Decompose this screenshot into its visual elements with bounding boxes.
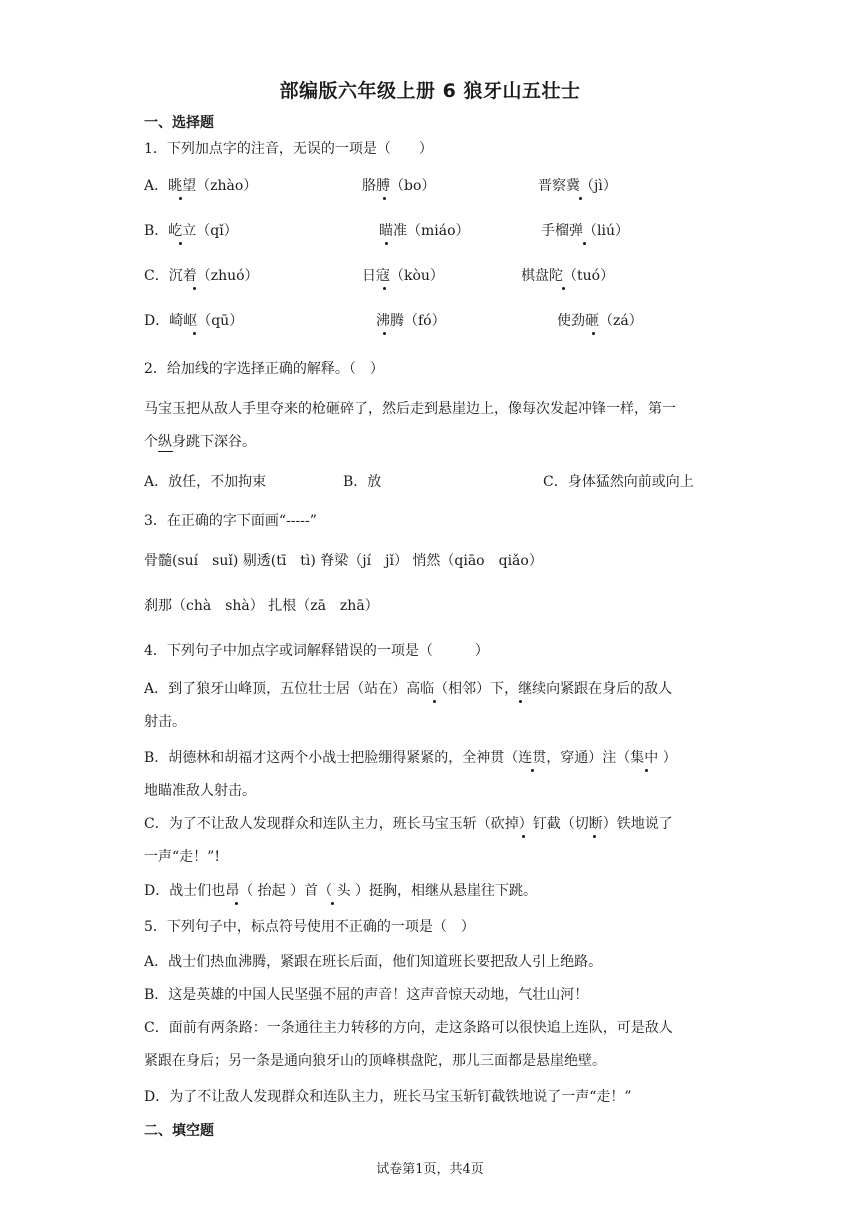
question-4-line-2: 射击。	[144, 714, 186, 730]
question-4-line-7: D．战士们也昂（ 抬起 ）首（ 头 ）挺胸，相继从悬崖往下跳。	[144, 883, 538, 899]
q1-option-d-word-3: 使劲砸（zá）	[557, 313, 643, 329]
question-5-stem: 5．下列句子中，标点符号使用不正确的一项是（ ）	[144, 919, 475, 935]
page-footer: 试卷第1页，共4页	[376, 1162, 484, 1177]
question-4-line-4: 地瞄准敌人射击。	[144, 783, 256, 799]
question-5-option-d: D．为了不让敌人发现群众和连队主力，班长马宝玉斩钉截铁地说了一声“走！”	[144, 1089, 632, 1105]
question-2-passage-line-1: 马宝玉把从敌人手里夺来的枪砸碎了，然后走到悬崖边上，像每次发起冲锋一样，第一	[144, 401, 676, 417]
question-1-stem: 1．下列加点字的注音，无误的一项是（ ）	[144, 141, 433, 157]
q2-option-a: A．放任，不加拘束	[144, 474, 267, 490]
question-4-line-5: C．为了不让敌人发现群众和连队主力，班长马宝玉斩（砍掉）钉截（切断）铁地说了	[144, 816, 673, 832]
emphasis-dot	[645, 769, 648, 772]
section-heading-choice: 一、选择题	[144, 115, 214, 131]
emphasis-dot	[179, 197, 182, 200]
emphasis-dot	[562, 287, 565, 290]
emphasis-dot	[383, 287, 386, 290]
question-5-option-b: B．这是英雄的中国人民坚强不屈的声音！这声音惊天动地，气壮山河！	[144, 987, 589, 1003]
question-5-option-a: A．战士们热血沸腾，紧跟在班长后面，他们知道班长要把敌人引上绝路。	[144, 954, 603, 970]
emphasis-dot	[531, 769, 534, 772]
emphasis-dot	[433, 700, 436, 703]
question-4-line-1: A．到了狼牙山峰顶，五位壮士居（站在）高临（相邻）下，继续向紧跟在身后的敌人	[144, 681, 673, 697]
q1-option-a-word-1: A．眺望（zhào）	[144, 178, 258, 194]
q1-option-b-word-2: 瞄准（miáo）	[379, 223, 470, 239]
q1-option-c-word-1: C．沉着（zhuó）	[144, 268, 259, 284]
q2-option-b: B．放	[343, 474, 382, 490]
emphasis-dot	[583, 242, 586, 245]
page-title: 部编版六年级上册 6 狼牙山五壮士	[279, 80, 581, 102]
emphasis-dot	[593, 835, 596, 838]
q1-option-b-word-1: B．屹立（qǐ）	[144, 223, 238, 239]
q1-option-c-word-2: 日寇（kòu）	[362, 268, 444, 284]
question-3-line-2: 刹那（chà shà） 扎根（zā zhā）	[144, 598, 379, 614]
emphasis-dot	[331, 902, 334, 905]
emphasis-dot	[193, 287, 196, 290]
question-5-option-c-line-2: 紧跟在身后；另一条是通向狼牙山的顶峰棋盘陀，那儿三面都是悬崖绝壁。	[144, 1053, 606, 1069]
emphasis-dot	[235, 902, 238, 905]
question-2-passage-line-2: 个纵身跳下深谷。	[144, 434, 256, 450]
question-3-stem: 3．在正确的字下面画“-----”	[144, 513, 317, 529]
question-4-line-6: 一声“走！”!	[144, 849, 220, 865]
emphasis-dot	[522, 835, 525, 838]
question-2-stem: 2．给加线的字选择正确的解释。（ ）	[144, 361, 384, 377]
underline-mark	[158, 451, 173, 452]
q1-option-d-word-1: D．崎岖（qū）	[144, 313, 244, 329]
emphasis-dot	[179, 242, 182, 245]
question-5-option-c-line-1: C．面前有两条路：一条通往主力转移的方向，走这条路可以很快追上连队，可是敌人	[144, 1020, 673, 1036]
emphasis-dot	[383, 332, 386, 335]
q1-option-a-word-3: 晋察冀（jì）	[538, 178, 617, 194]
q2-option-c: C．身体猛然向前或向上	[543, 474, 694, 490]
q1-option-a-word-2: 胳膊（bo）	[362, 178, 436, 194]
emphasis-dot	[579, 197, 582, 200]
q1-option-d-word-2: 沸腾（fó）	[376, 313, 446, 329]
emphasis-dot	[385, 242, 388, 245]
q1-option-b-word-3: 手榴弹（liú）	[541, 223, 629, 239]
q1-option-c-word-3: 棋盘陀（tuó）	[521, 268, 615, 284]
emphasis-dot	[193, 332, 196, 335]
question-3-line-1: 骨髓(suí suǐ) 剔透(tī tì) 脊梁（jí jǐ） 悄然（qiāo qiǎo）	[144, 553, 543, 569]
emphasis-dot	[519, 700, 522, 703]
question-4-stem: 4．下列句子中加点字或词解释错误的一项是（ ）	[144, 643, 489, 659]
emphasis-dot	[592, 332, 595, 335]
section-heading-fill-in: 二、填空题	[144, 1123, 214, 1139]
question-4-line-3: B．胡德林和胡福才这两个小战士把脸绷得紧紧的，全神贯（连贯，穿通）注（集中 ）	[144, 750, 677, 766]
emphasis-dot	[383, 197, 386, 200]
